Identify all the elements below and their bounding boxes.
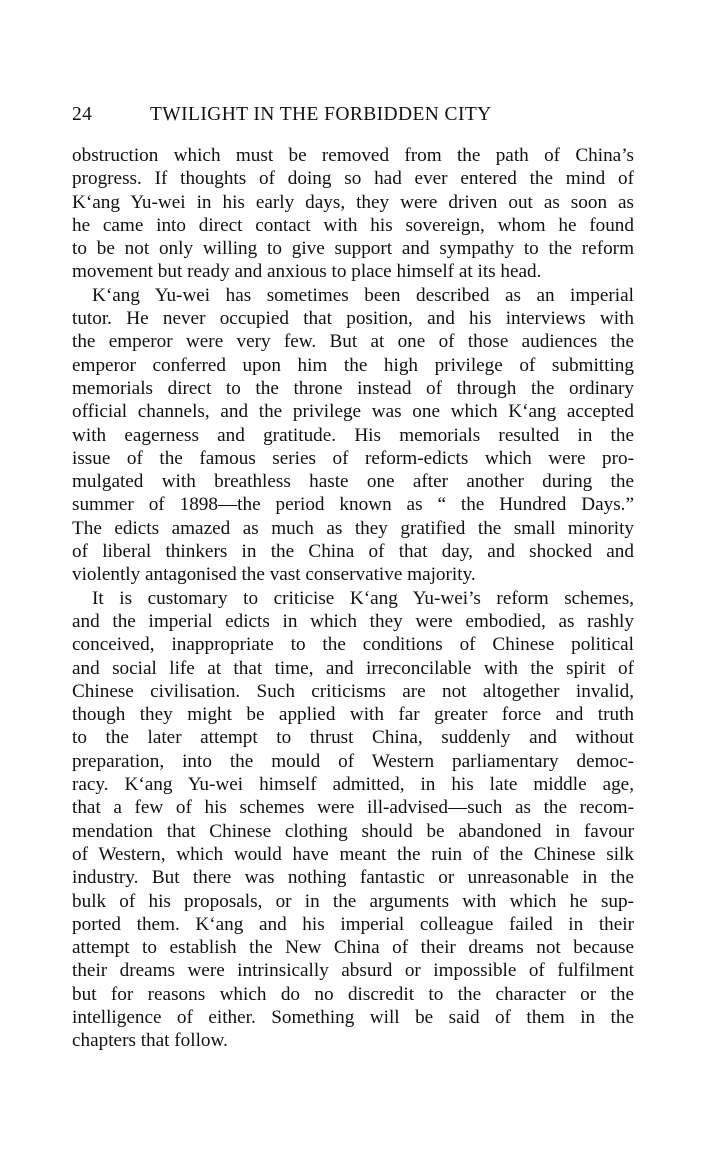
text-line: mulgated with breathless haste one after another during the — [72, 471, 634, 493]
text-line: K‘ang Yu-wei has sometimes been described as an imperial — [92, 284, 634, 306]
text-line: preparation, into the mould of Western parliamentary democ- — [72, 750, 634, 772]
text-line: obstruction which must be removed from the path of China’s — [72, 145, 634, 166]
text-line: tutor. He never occupied that position, and his interviews with — [72, 308, 634, 330]
text-line: but for reasons which do no discredit to the character or the — [72, 983, 634, 1005]
text-line: emperor conferred upon him the high privilege of submitting — [72, 354, 634, 376]
text-line: violently antagonised the vast conservative majority. — [72, 564, 476, 586]
text-line: intelligence of either. Something will be said of them in the — [72, 1006, 634, 1028]
text-line: he came into direct contact with his sovereign, whom he found — [72, 214, 634, 236]
text-line: to the later attempt to thrust China, suddenly and without — [72, 727, 634, 749]
paragraph — [72, 284, 634, 587]
text-line: of liberal thinkers in the China of that day, and shocked and — [72, 541, 634, 563]
text-line: progress. If thoughts of doing so had ever entered the mind of — [72, 168, 634, 190]
text-line: chapters that follow. — [72, 1030, 228, 1052]
text-line: the emperor were very few. But at one of those audiences the — [72, 331, 634, 353]
text-line: their dreams were intrinsically absurd or impossible of fulfilment — [72, 960, 634, 982]
text-line: It is customary to criticise K‘ang Yu-wei’s reform schemes, — [92, 587, 634, 609]
text-line: mendation that Chinese clothing should be abandoned in favour — [72, 820, 634, 842]
text-line: conceived, inappropriate to the conditions of Chinese political — [72, 634, 634, 656]
text-line: movement but ready and anxious to place himself at its head. — [72, 261, 542, 283]
body-text — [72, 144, 634, 1053]
text-line: official channels, and the privilege was one which K‘ang accepted — [72, 401, 634, 423]
text-line: of Western, which would have meant the ruin of the Chinese silk — [72, 843, 634, 865]
text-line: and the imperial edicts in which they were embodied, as rashly — [72, 610, 634, 632]
text-line: ported them. K‘ang and his imperial colleague failed in their — [72, 913, 634, 935]
text-line: memorials direct to the throne instead of through the ordinary — [72, 377, 634, 399]
text-line: The edicts amazed as much as they gratified the small minority — [72, 517, 634, 539]
text-line: that a few of his schemes were ill-advised—such as the recom- — [72, 797, 634, 819]
text-line: racy. K‘ang Yu-wei himself admitted, in his late middle age, — [72, 774, 634, 796]
text-line: though they might be applied with far greater force and truth — [72, 704, 634, 726]
text-line: with eagerness and gratitude. His memorials resulted in the — [72, 424, 634, 446]
text-line: K‘ang Yu-wei in his early days, they were driven out as soon as — [72, 191, 634, 213]
text-line: industry. But there was nothing fantastic or unreasonable in the — [72, 867, 634, 889]
page-number: 24 — [72, 104, 93, 125]
page-header — [72, 104, 638, 132]
text-line: summer of 1898—the period known as “ the Hundred Days.” — [72, 494, 634, 516]
running-title: TWILIGHT IN THE FORBIDDEN CITY — [150, 104, 492, 125]
paragraph — [72, 144, 634, 284]
text-line: issue of the famous series of reform-edicts which were pro- — [72, 447, 634, 469]
text-line: bulk of his proposals, or in the arguments with which he sup- — [72, 890, 634, 912]
text-line: to be not only willing to give support and sympathy to the reform — [72, 238, 634, 260]
text-line: attempt to establish the New China of their dreams not because — [72, 937, 634, 959]
paragraph — [72, 587, 634, 1053]
text-line: and social life at that time, and irreconcilable with the spirit of — [72, 657, 634, 679]
text-line: Chinese civilisation. Such criticisms are not altogether invalid, — [72, 680, 634, 702]
